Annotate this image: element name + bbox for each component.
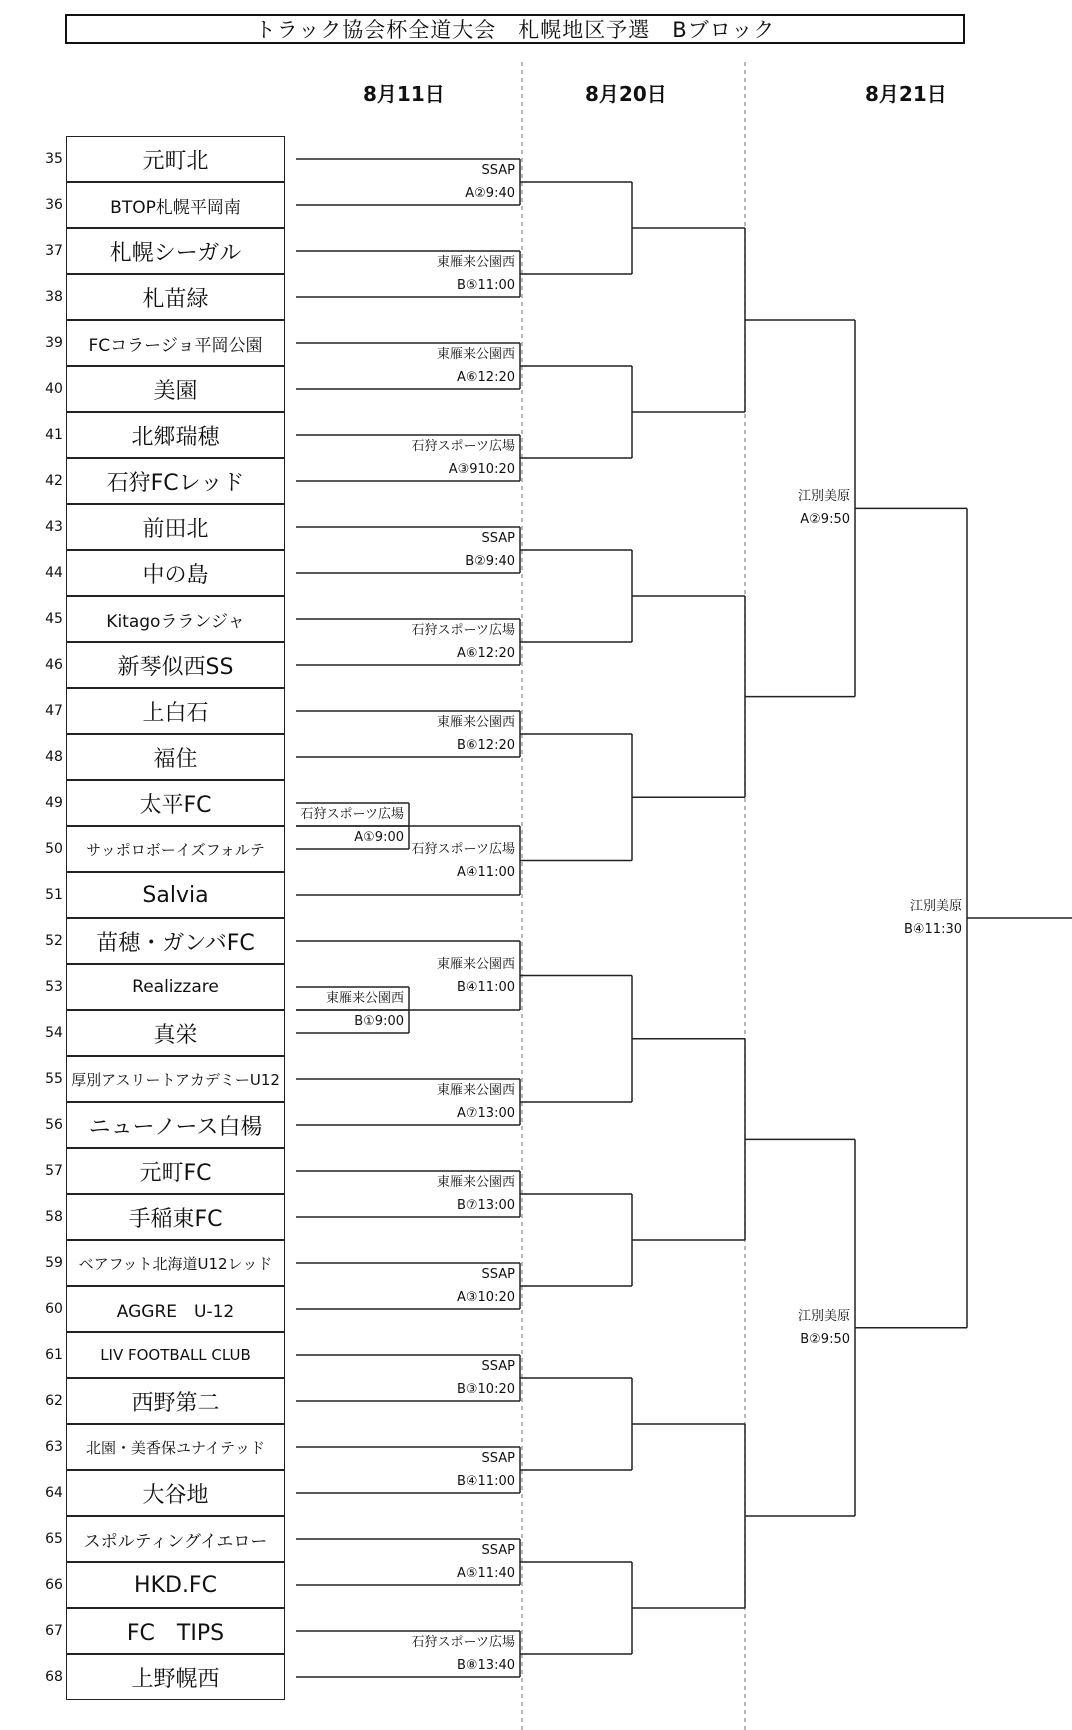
team-row [0, 320, 290, 366]
team-name: 北園・美香保ユナイテッド [66, 1424, 285, 1470]
team-seed: 64 [45, 1485, 63, 1501]
venue-name: 石狩スポーツ広場 [411, 841, 515, 857]
venue-name: 江別美原 [797, 489, 850, 505]
team-seed: 61 [45, 1347, 63, 1363]
team-seed: 52 [45, 933, 63, 949]
venue-name: 江別美原 [797, 1308, 850, 1324]
team-seed: 51 [45, 887, 63, 903]
team-row [0, 228, 290, 274]
team-seed: 57 [45, 1163, 63, 1179]
team-row [0, 1010, 290, 1056]
team-seed: 38 [45, 289, 63, 305]
team-name: 新琴似西SS [66, 642, 285, 688]
team-name: スポルティングイエロー [66, 1516, 285, 1562]
venue-name: 東雁来公園西 [325, 991, 404, 1006]
round1-label [360, 953, 515, 999]
team-row [0, 274, 290, 320]
match-slot: A③910:20 [448, 462, 515, 477]
team-row [0, 1562, 290, 1608]
team-name: 中の島 [66, 550, 285, 596]
match-slot: A⑥12:20 [456, 646, 515, 661]
team-seed: 56 [45, 1117, 63, 1133]
team-row [0, 1240, 290, 1286]
team-name: 厚別アスリートアカデミーU12 [66, 1056, 285, 1102]
team-name: 大谷地 [66, 1470, 285, 1516]
venue-name: 東雁来公園西 [436, 956, 515, 972]
venue-name: SSAP [481, 163, 515, 178]
team-name: 元町FC [66, 1148, 285, 1194]
round1-label [360, 527, 515, 573]
venue-name: 東雁来公園西 [436, 255, 515, 270]
team-seed: 44 [45, 565, 63, 581]
team-name: ニューノース白楊 [66, 1102, 285, 1148]
team-name: AGGRE U-12 [66, 1286, 285, 1332]
match-slot: B②9:50 [800, 1331, 850, 1347]
team-seed: 45 [45, 611, 63, 627]
venue-name: SSAP [481, 1267, 515, 1282]
round1-label [360, 711, 515, 757]
team-name: ベアフット北海道U12レッド [66, 1240, 285, 1286]
venue-name: SSAP [481, 1543, 515, 1558]
match-slot: B③10:20 [456, 1382, 515, 1397]
team-seed: 53 [45, 979, 63, 995]
team-seed: 63 [45, 1439, 63, 1455]
team-row [0, 1424, 290, 1470]
team-seed: 36 [45, 197, 63, 213]
bracket-title: トラック協会杯全道大会 札幌地区予選 Bブロック [65, 14, 965, 44]
match-slot: B⑧13:40 [456, 1658, 515, 1673]
venue-name: 東雁来公園西 [436, 715, 515, 730]
round1-label [360, 1079, 515, 1125]
team-row [0, 826, 290, 872]
team-seed: 62 [45, 1393, 63, 1409]
round1-label [360, 435, 515, 481]
venue-name: SSAP [481, 1451, 515, 1466]
venue-name: 東雁来公園西 [436, 347, 515, 362]
date-round3: 8月21日 [865, 82, 947, 106]
venue-name: 石狩スポーツ広場 [411, 623, 515, 638]
team-row [0, 1056, 290, 1102]
team-row [0, 1194, 290, 1240]
team-seed: 50 [45, 841, 63, 857]
match-slot: B①9:00 [354, 1014, 404, 1029]
team-name: 石狩FCレッド [66, 458, 285, 504]
round1-label [360, 1447, 515, 1493]
team-seed: 49 [45, 795, 63, 811]
team-seed: 55 [45, 1071, 63, 1087]
match-slot: B⑥12:20 [456, 738, 515, 753]
team-row [0, 1378, 290, 1424]
team-seed: 59 [45, 1255, 63, 1271]
venue-name: 石狩スポーツ広場 [411, 1635, 515, 1650]
team-row [0, 1102, 290, 1148]
team-name: 前田北 [66, 504, 285, 550]
team-name: 美園 [66, 366, 285, 412]
round1-label [360, 1355, 515, 1401]
match-slot: A⑥12:20 [456, 370, 515, 385]
team-seed: 58 [45, 1209, 63, 1225]
team-name: 札幌シーガル [66, 228, 285, 274]
venue-name: 江別美原 [909, 899, 962, 914]
team-row [0, 412, 290, 458]
match-slot: A③10:20 [456, 1290, 515, 1305]
team-name: サッポロボーイズフォルテ [66, 826, 285, 872]
round1-label [360, 838, 515, 884]
match-slot: A②9:50 [800, 512, 850, 528]
match-slot: B④11:00 [456, 1474, 515, 1489]
team-row [0, 458, 290, 504]
match-slot: B④11:30 [903, 922, 962, 937]
match-slot: B②9:40 [465, 554, 515, 569]
team-name: 苗穂・ガンバFC [66, 918, 285, 964]
round1-label [360, 251, 515, 297]
team-seed: 60 [45, 1301, 63, 1317]
team-name: 太平FC [66, 780, 285, 826]
round1-label [360, 1263, 515, 1309]
team-row [0, 642, 290, 688]
venue-name: SSAP [481, 1359, 515, 1374]
team-name: 北郷瑞穂 [66, 412, 285, 458]
date-round1: 8月11日 [363, 82, 445, 106]
team-name: 福住 [66, 734, 285, 780]
team-seed: 46 [45, 657, 63, 673]
team-name: BTOP札幌平岡南 [66, 182, 285, 228]
team-row [0, 734, 290, 780]
team-seed: 40 [45, 381, 63, 397]
round1-label [360, 1631, 515, 1677]
team-name: 上野幌西 [66, 1654, 285, 1700]
team-row [0, 1286, 290, 1332]
venue-name: 石狩スポーツ広場 [411, 439, 515, 454]
team-seed: 47 [45, 703, 63, 719]
semifinal-label [695, 1305, 850, 1351]
team-seed: 66 [45, 1577, 63, 1593]
team-row [0, 1654, 290, 1700]
team-row [0, 1148, 290, 1194]
match-slot: A②9:40 [465, 186, 515, 201]
team-name: 手稲東FC [66, 1194, 285, 1240]
match-slot: A⑦13:00 [456, 1106, 515, 1121]
venue-name: 東雁来公園西 [436, 1083, 515, 1098]
semifinal-label [695, 485, 850, 531]
team-seed: 67 [45, 1623, 63, 1639]
team-name: Salvia [66, 872, 285, 918]
round1-label [360, 343, 515, 389]
round1-label [360, 619, 515, 665]
team-row [0, 1608, 290, 1654]
match-slot: B⑤11:00 [456, 278, 515, 293]
team-name: FCコラージョ平岡公園 [66, 320, 285, 366]
team-name: Kitagoラランジャ [66, 596, 285, 642]
team-row [0, 1470, 290, 1516]
match-slot: A④11:00 [456, 864, 515, 880]
team-row [0, 1332, 290, 1378]
team-seed: 48 [45, 749, 63, 765]
team-name: HKD.FC [66, 1562, 285, 1608]
match-slot: B④11:00 [456, 979, 515, 995]
team-row [0, 964, 290, 1010]
team-row [0, 596, 290, 642]
final-label [807, 895, 962, 941]
team-row [0, 136, 290, 182]
team-row [0, 872, 290, 918]
team-seed: 65 [45, 1531, 63, 1547]
team-name: 札苗緑 [66, 274, 285, 320]
round1-label [360, 1539, 515, 1585]
round1-label [360, 159, 515, 205]
team-seed: 68 [45, 1669, 63, 1685]
team-row [0, 1516, 290, 1562]
team-seed: 43 [45, 519, 63, 535]
team-seed: 39 [45, 335, 63, 351]
match-slot: A⑤11:40 [456, 1566, 515, 1581]
match-slot: A①9:00 [354, 830, 404, 845]
team-row [0, 504, 290, 550]
team-name: 上白石 [66, 688, 285, 734]
venue-name: 東雁来公園西 [436, 1175, 515, 1190]
venue-name: 石狩スポーツ広場 [300, 807, 404, 822]
date-round2: 8月20日 [585, 82, 667, 106]
team-name: LIV FOOTBALL CLUB [66, 1332, 285, 1378]
team-seed: 35 [45, 151, 63, 167]
round1-label [360, 1171, 515, 1217]
team-row [0, 688, 290, 734]
team-seed: 42 [45, 473, 63, 489]
team-row [0, 366, 290, 412]
team-seed: 54 [45, 1025, 63, 1041]
venue-name: SSAP [481, 531, 515, 546]
team-row [0, 918, 290, 964]
team-seed: 41 [45, 427, 63, 443]
team-name: 真栄 [66, 1010, 285, 1056]
team-row [0, 550, 290, 596]
team-row [0, 780, 290, 826]
team-name: Realizzare [66, 964, 285, 1010]
team-name: FC TIPS [66, 1608, 285, 1654]
match-slot: B⑦13:00 [456, 1198, 515, 1213]
team-name: 元町北 [66, 136, 285, 182]
team-name: 西野第二 [66, 1378, 285, 1424]
team-row [0, 182, 290, 228]
team-seed: 37 [45, 243, 63, 259]
